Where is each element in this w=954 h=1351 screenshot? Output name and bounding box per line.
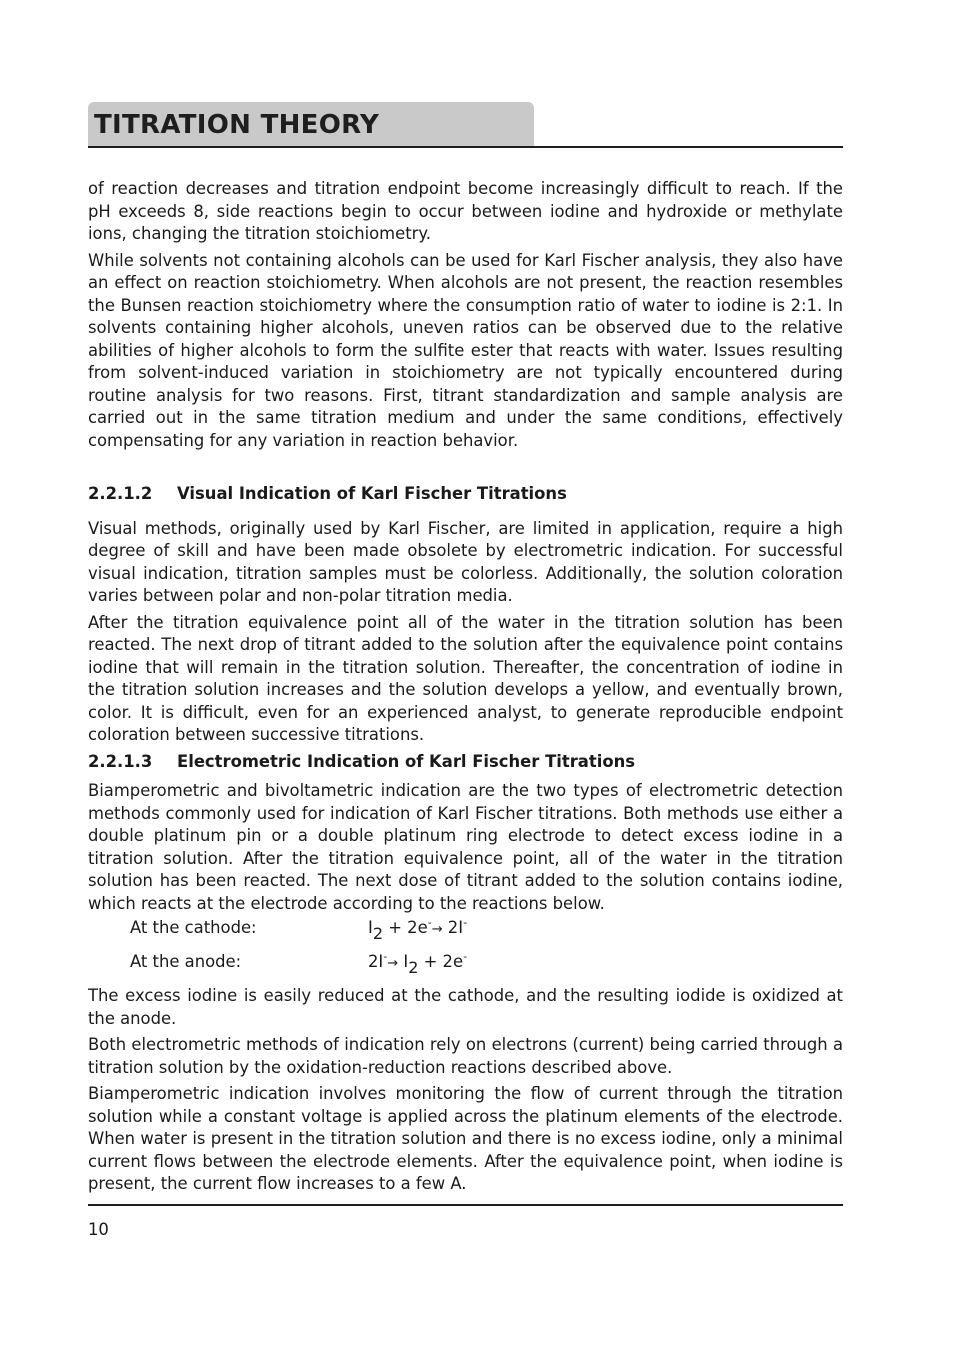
iodine-symbol: I	[398, 952, 409, 971]
section-number: 2.2.1.3	[88, 751, 153, 771]
page-number: 10	[88, 1220, 109, 1239]
footer-rule	[88, 1204, 843, 1206]
cathode-reaction	[88, 917, 843, 951]
electrons: + 2e	[418, 952, 464, 971]
header-rule	[88, 146, 843, 148]
charge: -	[427, 916, 432, 929]
paragraph: After the titration equivalence point all of the water in the titration solution has been reacted. The next drop of titrant added to the solution after the equivalence point contains iodine that will remain in the titration solution. Thereafter, the concentration of iodine in the titration solution increases and the solution develops a yellow, and eventually brown, color. It is difficult, even for an experienced analyst, to generate reproducible endpoint coloration between successive titrations.	[88, 612, 843, 744]
reaction-label: At the anode:	[130, 952, 242, 971]
section-title: Electrometric Indication of Karl Fischer Titrations	[177, 751, 636, 771]
iodide: 2I	[368, 952, 384, 971]
electrons: + 2e	[383, 918, 428, 937]
paragraph: Biamperometric and bivoltametric indication are the two types of electrometric detection methods commonly used for indication of Karl Fischer titrations. Both methods use either a double platinum pin or a double platinum ring electrode to detect excess iodine in a titration solution. After the titration equivalence point, all of the water in the titration solution has been reacted. The next dose of titrant added to the solution contains iodine, which reacts at the electrode according to the reactions below.	[88, 781, 843, 913]
reaction-equation	[368, 951, 467, 976]
arrow-icon: →	[387, 956, 399, 971]
section-title: Visual Indication of Karl Fischer Titrations	[177, 484, 567, 503]
reaction-equation	[368, 917, 467, 942]
anode-reaction	[88, 951, 843, 985]
subscript: 2	[408, 958, 419, 977]
page-title: TITRATION THEORY	[94, 110, 380, 140]
body-content	[88, 178, 843, 1200]
section-heading-electrometric-indication	[88, 751, 843, 774]
paragraph: Biamperometric indication involves monitoring the flow of current through the titration solution while a constant voltage is applied across the platinum elements of the electrode. When water is present in the titration solution and there is no excess iodine, only a minimal current flows between the electrode elements. After the equivalence point, when iodine is present, the current flow increases to a few A.	[88, 1084, 843, 1193]
section-number: 2.2.1.2	[88, 484, 153, 503]
charge: -	[463, 950, 468, 963]
charge: -	[383, 950, 388, 963]
iodine-symbol: I	[368, 918, 373, 937]
subscript: 2	[372, 924, 384, 943]
charge: -	[463, 916, 468, 929]
paragraph: of reaction decreases and titration endpoint become increasingly difficult to reach. If the pH exceeds 8, side reactions begin to occur between iodine and hydroxide or methylate ions, changing the titration stoichiometry.	[88, 179, 843, 243]
paragraph: While solvents not containing alcohols can be used for Karl Fischer analysis, they also have an effect on reaction stoichiometry. When alcohols are not present, the reaction resembles the Bunsen reaction stoichiometry where the consumption ratio of water to iodine is 2:1. In solvents containing higher alcohols, uneven ratios can be observed due to the relative abilities of higher alcohols to form the sulfite ester that reacts with water. Issues resulting from solvent-induced variation in stoichiometry are not typically encountered during routine analysis for two reasons. First, titrant standardization and sample analysis are carried out in the same titration medium and under the same conditions, effectively compensating for any variation in reaction behavior.	[88, 250, 843, 450]
reaction-label: At the cathode:	[130, 918, 257, 937]
iodide: 2I	[442, 918, 464, 937]
paragraph: Both electrometric methods of indication rely on electrons (current) being carried through a titration solution by the oxidation-reduction reactions described above.	[88, 1035, 843, 1077]
section-heading-visual-indication	[88, 483, 843, 506]
paragraph: Visual methods, originally used by Karl Fischer, are limited in application, require a high degree of skill and have been made obsolete by electrometric indication. For successful visual indication, titration samples must be colorless. Additionally, the solution coloration varies between polar and non-polar titration media.	[88, 518, 843, 605]
paragraph: The excess iodine is easily reduced at the cathode, and the resulting iodide is oxidized at the anode.	[88, 986, 843, 1028]
arrow-icon: →	[431, 922, 443, 937]
